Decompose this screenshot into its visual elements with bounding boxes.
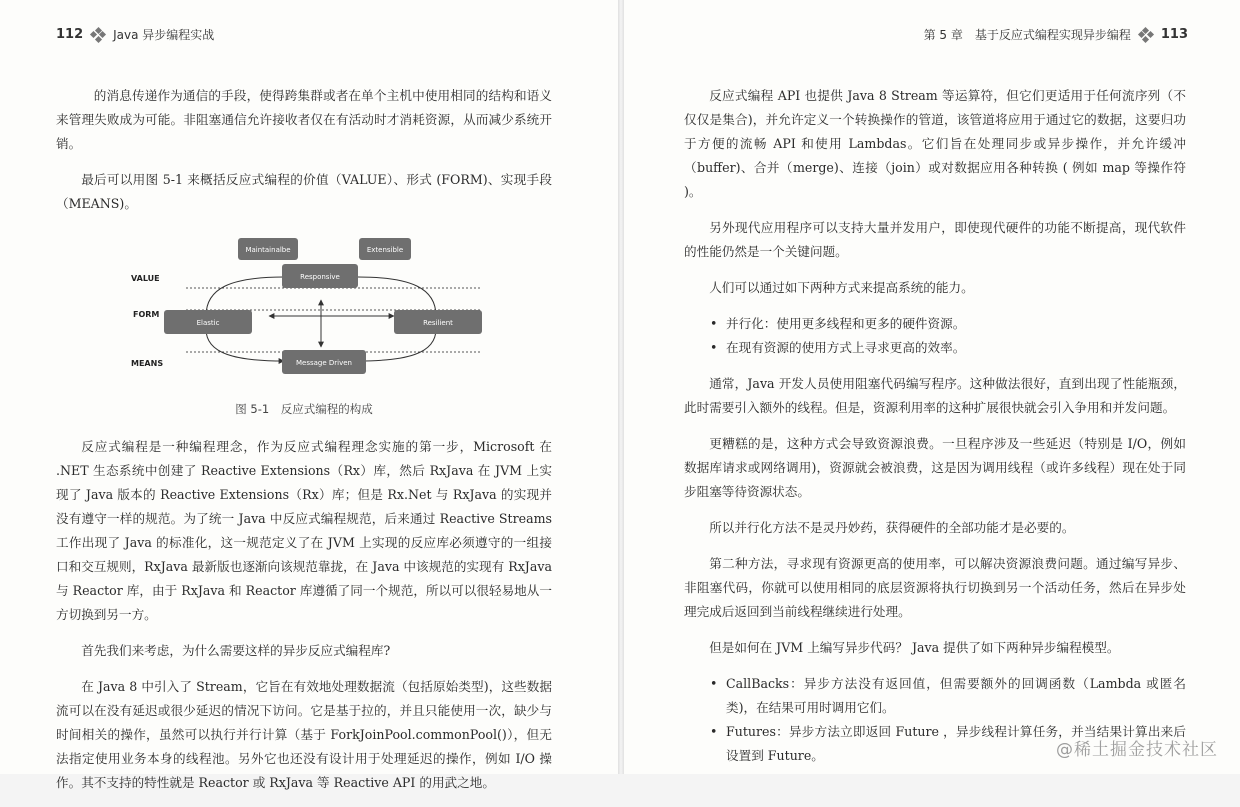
box-extensible-label: Extensible <box>366 246 404 254</box>
row-label-value: VALUE <box>131 274 160 283</box>
box-resilient-label: Resilient <box>423 319 453 327</box>
paragraph: 另外现代应用程序可以支持大量并发用户，即使现代硬件的功能不断提高，现代软件的性能仍然是一个关键问题。 <box>684 220 1186 259</box>
paragraph: 所以并行化方法不是灵丹妙药，获得硬件的全部功能才是必要的。 <box>709 520 1075 535</box>
box-elastic-label: Elastic <box>196 319 220 327</box>
paragraph: 第二种方法，寻求现有资源更高的使用率，可以解决资源浪费问题。通过编写异步、非阻塞代码，你就可以使用相同的底层资源将执行切换到另一个活动任务，然后在异步处理完成后返回到当前线程继续进行处理。 <box>684 556 1186 619</box>
left-header-title: Java 异步编程实战 <box>113 28 215 42</box>
row-label-means: MEANS <box>131 359 164 368</box>
right-page-content <box>684 84 1186 780</box>
paragraph: 的消息传递作为通信的手段，使得跨集群或者在单个主机中使用相同的结构和语义来管理失败成为可能。非阻塞通信允许接收者仅在有活动时才消耗资源，从而减少系统开销。 <box>56 88 552 151</box>
list-item: • Futures：异步方法立即返回 Future ，异步线程计算任务，并当结果计算出来后设置到 Future。 <box>708 720 1186 768</box>
paragraph: 反应式编程 API 也提供 Java 8 Stream 等运算符，但它们更适用于任何流序列（不仅仅是集合)，并允许定义一个转换操作的管道，该管道将应用于通过它的数据，这要归功于方便的流畅 API 和使用 Lambdas。它们旨在处理同步或异步操作，并允许缓冲（buffer)、合并（merge)、连接（join）或对数据应用各种转换 ( 例如 map 等操作符 )。 <box>684 88 1186 199</box>
row-label-form: FORM <box>133 310 160 319</box>
right-running-header <box>924 26 1188 43</box>
figure-5-1 <box>56 228 552 393</box>
paragraph: 但是如何在 JVM 上编写异步代码？ Java 提供了如下两种异步编程模型。 <box>709 640 1120 655</box>
ornament-icon <box>91 28 105 42</box>
left-page-content <box>56 84 552 807</box>
paragraph: 通常，Java 开发人员使用阻塞代码编写程序。这种做法很好，直到出现了性能瓶颈，此时需要引入额外的线程。但是，资源利用率的这种扩展很快就会引入争用和并发问题。 <box>684 376 1186 415</box>
ornament-icon <box>1139 28 1153 42</box>
paragraph: 在 Java 8 中引入了 Stream，它旨在有效地处理数据流（包括原始类型)，这些数据流可以在没有延迟或很少延迟的情况下访问。它是基于拉的，并且只能使用一次，缺少与时间相关的操作，虽然可以执行并行计算（基于 ForkJoinPool.commonPool()），但无法指定使用业务本身的线程池。另外它也还没有设计用于处理延迟的操作，例如 I/O 操作。其不支持的特性就是 Reactor 或 RxJava 等 Reactive API 的用武之地。 <box>56 679 552 790</box>
paragraph: 最后可以用图 5-1 来概括反应式编程的价值（VALUE）、形式 (FORM)、实现手段（MEANS)。 <box>56 172 552 211</box>
box-message-driven-label: Message Driven <box>295 359 353 367</box>
left-page <box>0 0 618 790</box>
right-page <box>624 0 1240 774</box>
list-item: • 并行化：使用更多线程和更多的硬件资源。 <box>708 312 1186 336</box>
paragraph: 反应式编程是一种编程理念，作为反应式编程理念实施的第一步，Microsoft 在 .NET 生态系统中创建了 Reactive Extensions（Rx）库，然后 RxJava 在 JVM 上实现了 Java 版本的 Reactive Extensions（Rx）库；但是 Rx.Net 与 RxJava 的实现并没有遵守一样的规范。为了统一 Java 中反应式编程规范，后来通过 Reactive Streams 工作出现了 Java 的标准化，这一规范定义了在 JVM 上实现的反应库必须遵守的一组接口和交互规则，RxJava 最新版也逐渐向该规范靠拢，在 Java 中该规范的实现有 RxJava 与 Reactor 库，由于 RxJava 和 Reactor 库遵循了同一个规范，所以可以很轻易地从一方切换到另一方。 <box>56 439 552 622</box>
list-item: • 在现有资源的使用方式上寻求更高的效率。 <box>708 336 1186 360</box>
right-page-number: 113 <box>1160 27 1188 42</box>
paragraph: 更糟糕的是，这种方式会导致资源浪费。一旦程序涉及一些延迟（特别是 I/O，例如数据库请求或网络调用)，资源就会被浪费，这是因为调用线程（或许多线程）现在处于同步阻塞等待资源状态。 <box>684 436 1186 499</box>
paragraph: 人们可以通过如下两种方式来提高系统的能力。 <box>709 280 974 295</box>
right-header-title: 第 5 章 基于反应式编程实现异步编程 <box>923 28 1131 42</box>
watermark: @稀土掘金技术社区 <box>1056 740 1218 760</box>
figure-caption: 图 5-1 反应式编程的构成 <box>235 402 373 416</box>
left-page-number: 112 <box>56 27 84 42</box>
list-item: • CallBacks：异步方法没有返回值，但需要额外的回调函数（Lambda 或匿名类)，在结果可用时调用它们。 <box>708 672 1186 720</box>
left-running-header <box>56 26 214 43</box>
box-maintainable-label: Maintainalbe <box>245 246 291 254</box>
paragraph: 首先我们来考虑，为什么需要这样的异步反应式编程库? <box>81 643 391 658</box>
reactive-diagram <box>56 228 552 393</box>
box-responsive-label: Responsive <box>300 273 340 281</box>
bullet-list <box>708 312 1186 360</box>
